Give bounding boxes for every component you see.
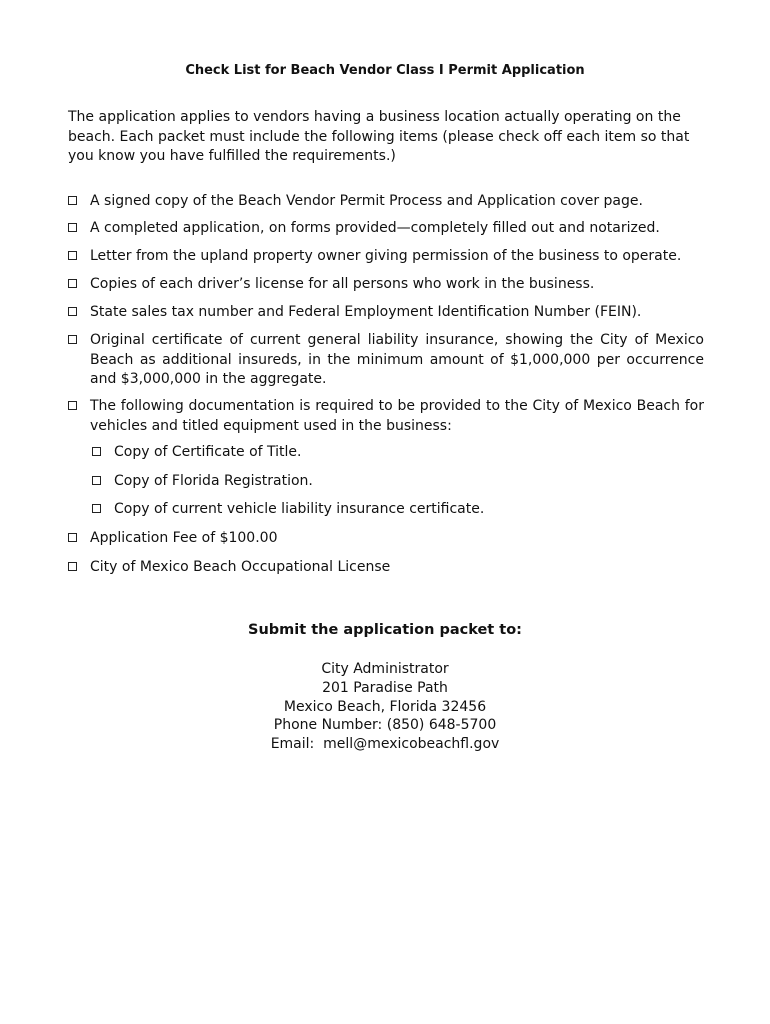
checkbox[interactable] [68, 335, 77, 344]
address-city: Mexico Beach, Florida 32456 [283, 698, 487, 715]
checklist-item-drivers-license [68, 275, 704, 295]
checklist-item-liability-insurance [68, 331, 704, 390]
checklist-item-label: Original certificate of current general liability insurance, showing the City of Mexico Beach as additional insureds, in the minimum amount of $1,000,000 per occurrence and $3,000,000 in the aggregate. [90, 332, 704, 387]
checklist-item-vehicle-docs [68, 397, 704, 436]
address-recipient: City Administrator [321, 661, 449, 677]
checkbox[interactable] [68, 223, 77, 232]
checkbox[interactable] [92, 447, 101, 456]
checkbox[interactable] [92, 504, 101, 513]
page-title: Check List for Beach Vendor Class I Permit Application [185, 63, 585, 78]
checklist-item-owner-letter [68, 247, 704, 267]
checkbox[interactable] [68, 562, 77, 571]
sub-item-label: Copy of current vehicle liability insurance certificate. [114, 501, 485, 517]
checklist-item-label: Letter from the upland property owner giving permission of the business to operate. [90, 248, 682, 264]
checklist-item-application-fee [68, 529, 704, 549]
checkbox[interactable] [68, 307, 77, 316]
checklist-item-application [68, 219, 704, 239]
mailing-address [0, 660, 770, 754]
checklist-item-label: A completed application, on forms provided—completely filled out and notarized. [90, 220, 660, 236]
checkbox[interactable] [68, 251, 77, 260]
checklist-item-label: A signed copy of the Beach Vendor Permit Process and Application cover page. [90, 193, 643, 209]
checkbox[interactable] [68, 279, 77, 288]
checklist-item-tax-numbers [68, 303, 704, 323]
checklist-item-occupational-license [68, 558, 704, 578]
submit-heading: Submit the application packet to: [248, 622, 522, 638]
checklist-item-label: The following documentation is required to be provided to the City of Mexico Beach for vehicles and titled equipment used in the business: [90, 398, 704, 434]
sub-item-certificate-of-title [92, 443, 704, 463]
checklist-item-cover-page [68, 192, 704, 212]
checkbox[interactable] [68, 401, 77, 410]
sub-item-label: Copy of Certificate of Title. [114, 444, 302, 460]
sub-item-florida-registration [92, 472, 704, 492]
checkbox[interactable] [68, 533, 77, 542]
address-phone: Phone Number: (850) 648-5700 [273, 717, 497, 734]
checklist-item-label: State sales tax number and Federal Employment Identification Number (FEIN). [90, 304, 642, 320]
checklist-item-label: City of Mexico Beach Occupational License [90, 559, 391, 575]
intro-paragraph: The application applies to vendors having a business location actually operating on the beach. Each packet must include the following items (please check off each item so that you know you have fulfilled the requirements.) [68, 109, 690, 164]
sub-item-label: Copy of Florida Registration. [114, 473, 313, 489]
address-street: 201 Paradise Path [322, 679, 448, 696]
checkbox[interactable] [68, 196, 77, 205]
checklist-item-label: Application Fee of $100.00 [90, 530, 278, 546]
address-email: Email: mell@mexicobeachfl.gov [270, 736, 500, 753]
sub-item-vehicle-insurance [92, 500, 704, 520]
checklist-item-label: Copies of each driver’s license for all persons who work in the business. [90, 276, 595, 292]
checkbox[interactable] [92, 476, 101, 485]
